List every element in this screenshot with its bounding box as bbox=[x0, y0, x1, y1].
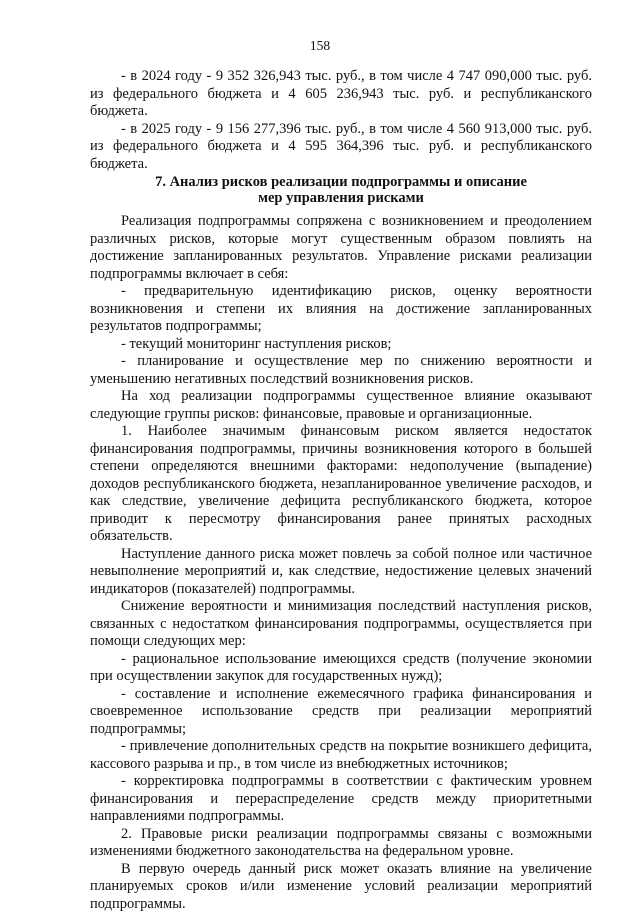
paragraph: 1. Наиболее значимым финансовым риском является недостаток финансирования подпрограммы, причины возникновения которого в большей степени определяются внешними факторами: недополучение (выпадение) доходов республиканского бюджета, незапланированное увеличение расходов, и как следствие, увеличение дефицита республиканского бюджета, которое приводит к пересмотру финансирования ранее принятых расходных обязательств. bbox=[90, 423, 592, 546]
section-heading bbox=[90, 174, 592, 206]
list-item: - текущий мониторинг наступления рисков; bbox=[90, 336, 592, 354]
list-item: - рациональное использование имеющихся средств (получение экономии при осуществлении закупок для государственных нужд); bbox=[90, 651, 592, 686]
page-number: 158 bbox=[0, 38, 640, 54]
list-item: - корректировка подпрограммы в соответствии с фактическим уровнем финансирования и перераспределение средств между приоритетными направлениями подпрограммы. bbox=[90, 773, 592, 826]
section-heading-line-2: мер управления рисками bbox=[90, 190, 592, 206]
paragraph: Реализация подпрограммы сопряжена с возникновением и преодолением различных рисков, которые могут существенным образом повлиять на достижение запланированных результатов. Управление рисками реализации подпрограммы включает в себя: bbox=[90, 213, 592, 283]
paragraph: На ход реализации подпрограммы существенное влияние оказывают следующие группы рисков: финансовые, правовые и организационные. bbox=[90, 388, 592, 423]
paragraph: Снижение вероятности и минимизация последствий наступления рисков, связанных с недостатком финансирования подпрограммы, осуществляется при помощи следующих мер: bbox=[90, 598, 592, 651]
paragraph-funding-2025: - в 2025 году - 9 156 277,396 тыс. руб., в том числе 4 560 913,000 тыс. руб. из федерального бюджета и 4 595 364,396 тыс. руб. и республиканского бюджета. bbox=[90, 121, 592, 174]
list-item: - планирование и осуществление мер по снижению вероятности и уменьшению негативных последствий возникновения рисков. bbox=[90, 353, 592, 388]
page-content bbox=[90, 68, 592, 913]
section-heading-line-1: 7. Анализ рисков реализации подпрограммы и описание bbox=[90, 174, 592, 190]
list-item: - предварительную идентификацию рисков, оценку вероятности возникновения и степени их влияния на достижение запланированных результатов подпрограммы; bbox=[90, 283, 592, 336]
paragraph-funding-2024: - в 2024 году - 9 352 326,943 тыс. руб., в том числе 4 747 090,000 тыс. руб. из федерального бюджета и 4 605 236,943 тыс. руб. и республиканского бюджета. bbox=[90, 68, 592, 121]
list-item: - привлечение дополнительных средств на покрытие возникшего дефицита, кассового разрыва и пр., в том числе из внебюджетных источников; bbox=[90, 738, 592, 773]
paragraph: Наступление данного риска может повлечь за собой полное или частичное невыполнение мероприятий и, как следствие, недостижение целевых значений индикаторов (показателей) подпрограммы. bbox=[90, 546, 592, 599]
list-item: - составление и исполнение ежемесячного графика финансирования и своевременное использование средств при реализации мероприятий подпрограммы; bbox=[90, 686, 592, 739]
paragraph: В первую очередь данный риск может оказать влияние на увеличение планируемых сроков и/или изменение условий реализации мероприятий подпрограммы. bbox=[90, 861, 592, 913]
paragraph: 2. Правовые риски реализации подпрограммы связаны с возможными изменениями бюджетного законодательства на федеральном уровне. bbox=[90, 826, 592, 861]
